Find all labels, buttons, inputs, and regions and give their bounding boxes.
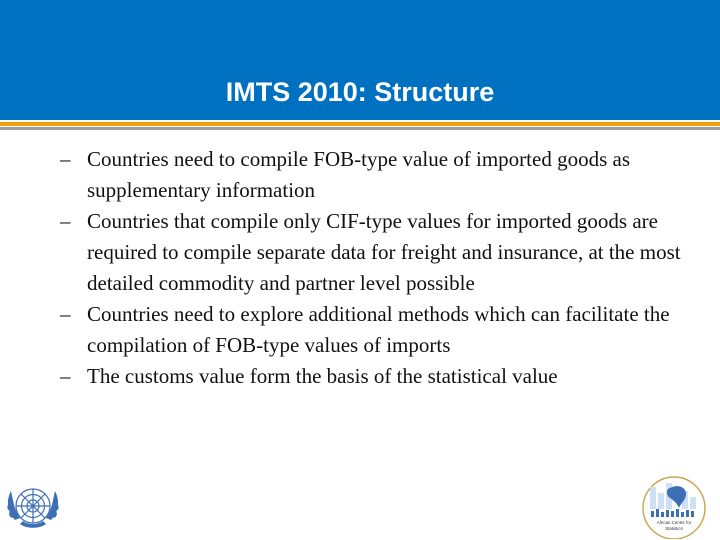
bullet-item [0, 144, 720, 206]
bullet-list [0, 144, 720, 392]
bullet-item [0, 361, 720, 392]
dash-marker: – [60, 209, 71, 233]
bullet-item [0, 206, 720, 299]
dash-marker: – [60, 302, 71, 326]
bullet-text: Countries need to explore additional methods which can facilitate the compilation of FOB-type values of imports [87, 302, 670, 357]
bullet-text: Countries need to compile FOB-type value of imported goods as supplementary information [87, 147, 630, 202]
svg-text:African Centre for: African Centre for [656, 520, 692, 525]
slide-title: IMTS 2010: Structure [225, 77, 495, 107]
svg-text:Statistics: Statistics [665, 526, 683, 531]
bullet-text: The customs value form the basis of the statistical value [87, 364, 558, 388]
accent-divider [0, 122, 720, 126]
secondary-divider [0, 127, 720, 130]
dash-marker: – [60, 147, 71, 171]
dash-marker: – [60, 364, 71, 388]
african-centre-for-statistics-icon [637, 473, 711, 539]
bullet-text: Countries that compile only CIF-type values for imported goods are required to compile separate data for freight and insurance, at the most detailed commodity and partner level possible [87, 209, 681, 295]
un-emblem-icon [2, 477, 64, 539]
bullet-item [0, 299, 720, 361]
